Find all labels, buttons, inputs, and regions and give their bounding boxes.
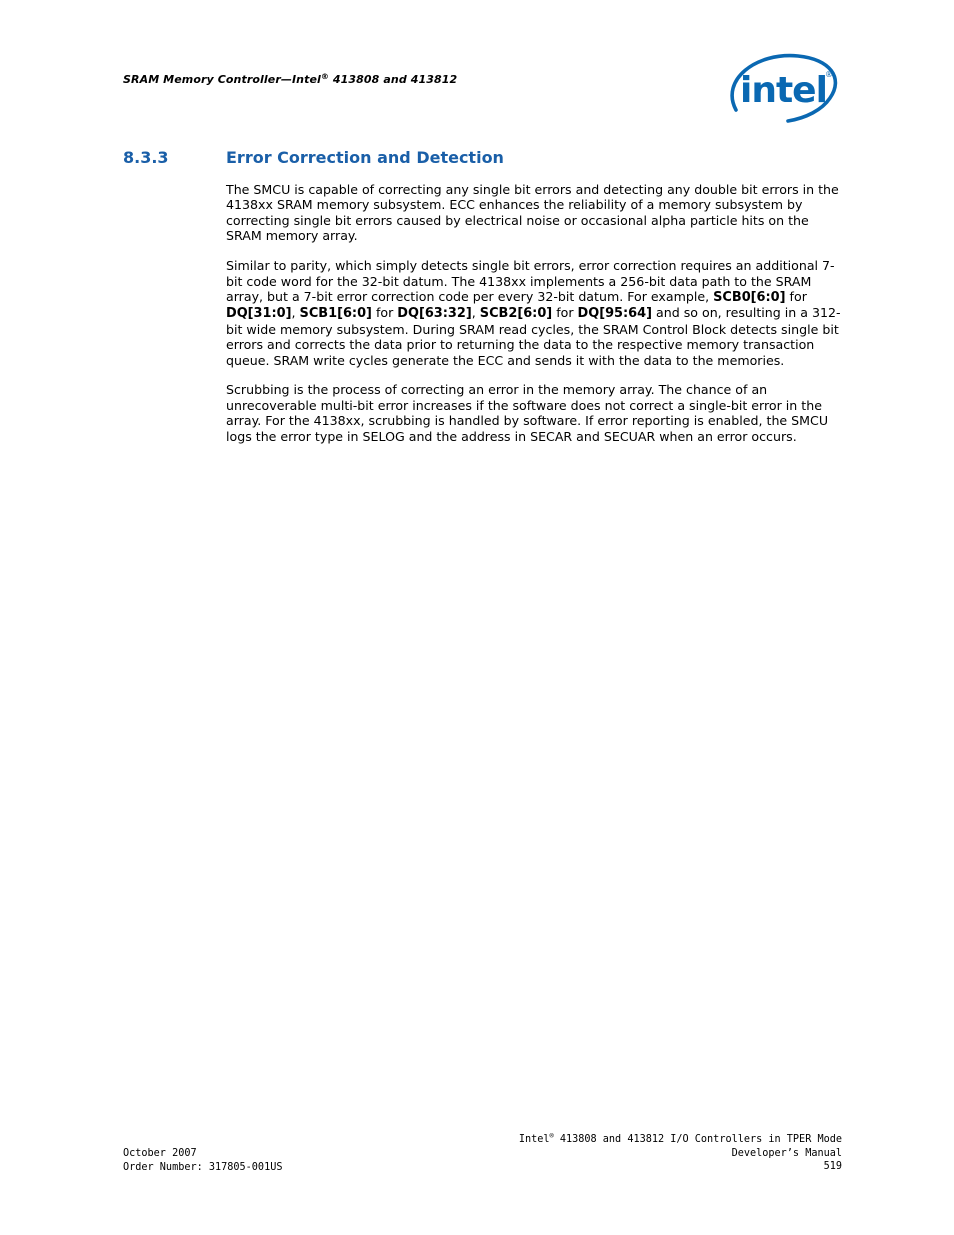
paragraph-1: The SMCU is capable of correcting any single bit errors and detecting any double bit errors in the 4138xx SRAM memory subsystem. ECC enhances the reliability of a memory subsystem by correcting single bit errors caused by electrical noise or occasional alpha particle hits on the SRAM memory array.: [226, 182, 839, 244]
page-number: 519: [823, 1161, 842, 1172]
logo-registered-mark: ®: [825, 70, 833, 79]
signal-dq-63-32: DQ[63:32]: [397, 306, 472, 322]
footer-doc-title: [519, 1133, 842, 1147]
footer-registered-mark: ®: [549, 1132, 554, 1140]
registered-mark: ®: [320, 72, 329, 81]
signal-scb2: SCB2[6:0]: [479, 306, 553, 322]
intel-logo-text: intel: [740, 70, 827, 111]
p2-text-1: Similar to parity, which simply detects single bit errors, error correction requires an additional 7-bit code word for the 32-bit datum. The 4138xx implements a 256-bit data path to the SRAM array, but a 7-bit error correction code per every 32-bit datum. For example,: [226, 258, 835, 304]
p2-text-3: ,: [291, 305, 300, 321]
intel-logo: [726, 50, 842, 126]
footer-doc-subtitle: Developer’s Manual: [731, 1147, 842, 1159]
footer-date: October 2007: [123, 1148, 197, 1159]
signal-scb0: SCB0[6:0]: [713, 289, 786, 305]
footer-left: [123, 1147, 282, 1174]
p2-text-2: for: [785, 288, 807, 304]
signal-dq-95-64: DQ[95:64]: [577, 306, 653, 322]
signal-scb1: SCB1[6:0]: [299, 306, 372, 322]
footer-doc-title-pre: Intel: [518, 1134, 550, 1145]
footer-doc-title-post: 413808 and 413812 I/O Controllers in TPER Mode: [553, 1134, 842, 1145]
section-number: 8.3.3: [123, 148, 169, 167]
p2-text-4: for: [371, 305, 398, 321]
p2-text-6: for: [552, 305, 578, 321]
section-title: Error Correction and Detection: [226, 148, 504, 167]
paragraph-3: Scrubbing is the process of correcting an error in the memory array. The chance of an unrecoverable multi-bit error increases if the software does not correct a single-bit error in the array. For the 4138xx, scrubbing is handled by software. If error reporting is enabled, the SMCU logs the error type in SELOG and the address in SECAR and SECUAR when an error occurs.: [226, 382, 829, 444]
running-header-post: 413808 and 413812: [328, 73, 458, 86]
footer-right: [519, 1133, 842, 1174]
signal-dq-31-0: DQ[31:0]: [226, 306, 292, 322]
footer-order-number: Order Number: 317805-001US: [123, 1161, 283, 1173]
p2-text-7: and so on, resulting in a 312-bit wide memory subsystem. During SRAM read cycles, the SRAM Control Block detects single bit errors and corrects the data prior to returning the data to the respective memory transaction queue. SRAM write cycles generate the ECC and sends it with the data to the memories.: [226, 305, 841, 368]
body-text: [226, 182, 842, 459]
paragraph-2: [226, 258, 842, 368]
p2-text-5: ,: [471, 305, 480, 321]
running-header: [123, 73, 457, 86]
running-header-pre: SRAM Memory Controller—Intel: [123, 73, 321, 86]
